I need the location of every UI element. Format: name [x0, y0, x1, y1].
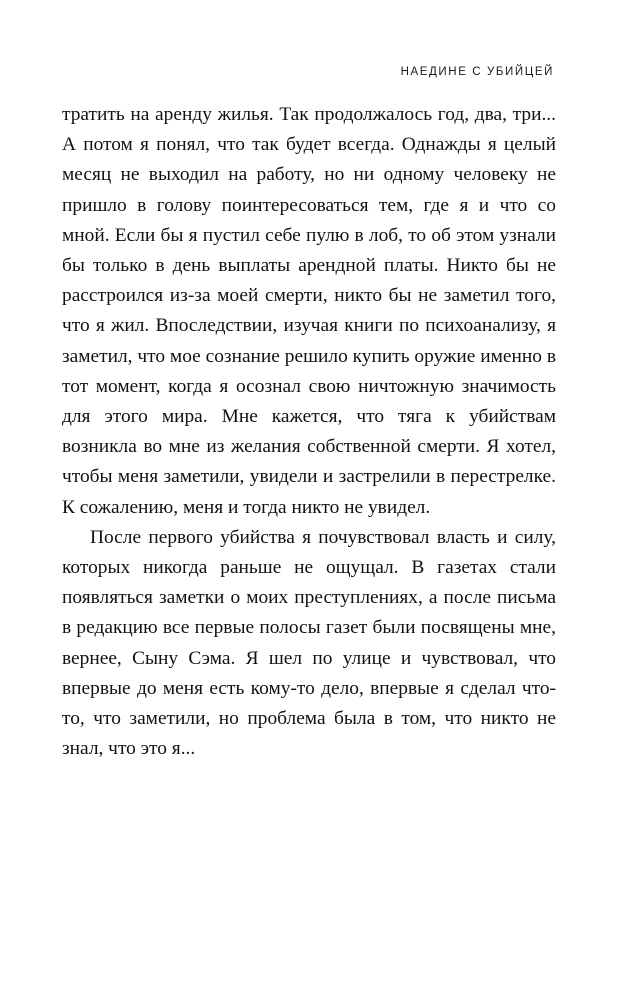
paragraph: тратить на аренду жилья. Так продолжалось год, два, три... А потом я понял, что так будет всегда. Однажды я целый месяц не выходил на работу, но ни одному человеку не пришло в голову поинтересоваться тем, где я и что со мной. Если бы я пустил себе пулю в лоб, то об этом узнали бы только в день выплаты арендной платы. Никто бы не расстроился из-за моей смерти, никто бы не заметил того, что я жил. Впоследствии, изучая книги по психоанализу, я заметил, что мое сознание решило купить оружие именно в тот момент, когда я осознал свою ничтожную значимость для этого мира. Мне кажется, что тяга к убийствам возникла во мне из желания собственной смерти. Я хотел, чтобы меня заметили, увидели и застрелили в перестрелке. К сожалению, меня и тогда никто не увидел. [62, 104, 556, 518]
running-head: НАЕДИНЕ С УБИЙЦЕЙ [400, 66, 554, 78]
body-text [62, 100, 556, 764]
paragraph: После первого убийства я почувствовал власть и силу, которых никогда раньше не ощущал. В газетах стали появляться заметки о моих преступлениях, а после письма в редакцию все первые полосы газет были посвящены мне, вернее, Сыну Сэма. Я шел по улице и чувствовал, что впервые до меня есть кому-то дело, впервые я сделал что-то, что заметили, но проблема была в том, что никто не знал, что это я... [62, 526, 556, 760]
